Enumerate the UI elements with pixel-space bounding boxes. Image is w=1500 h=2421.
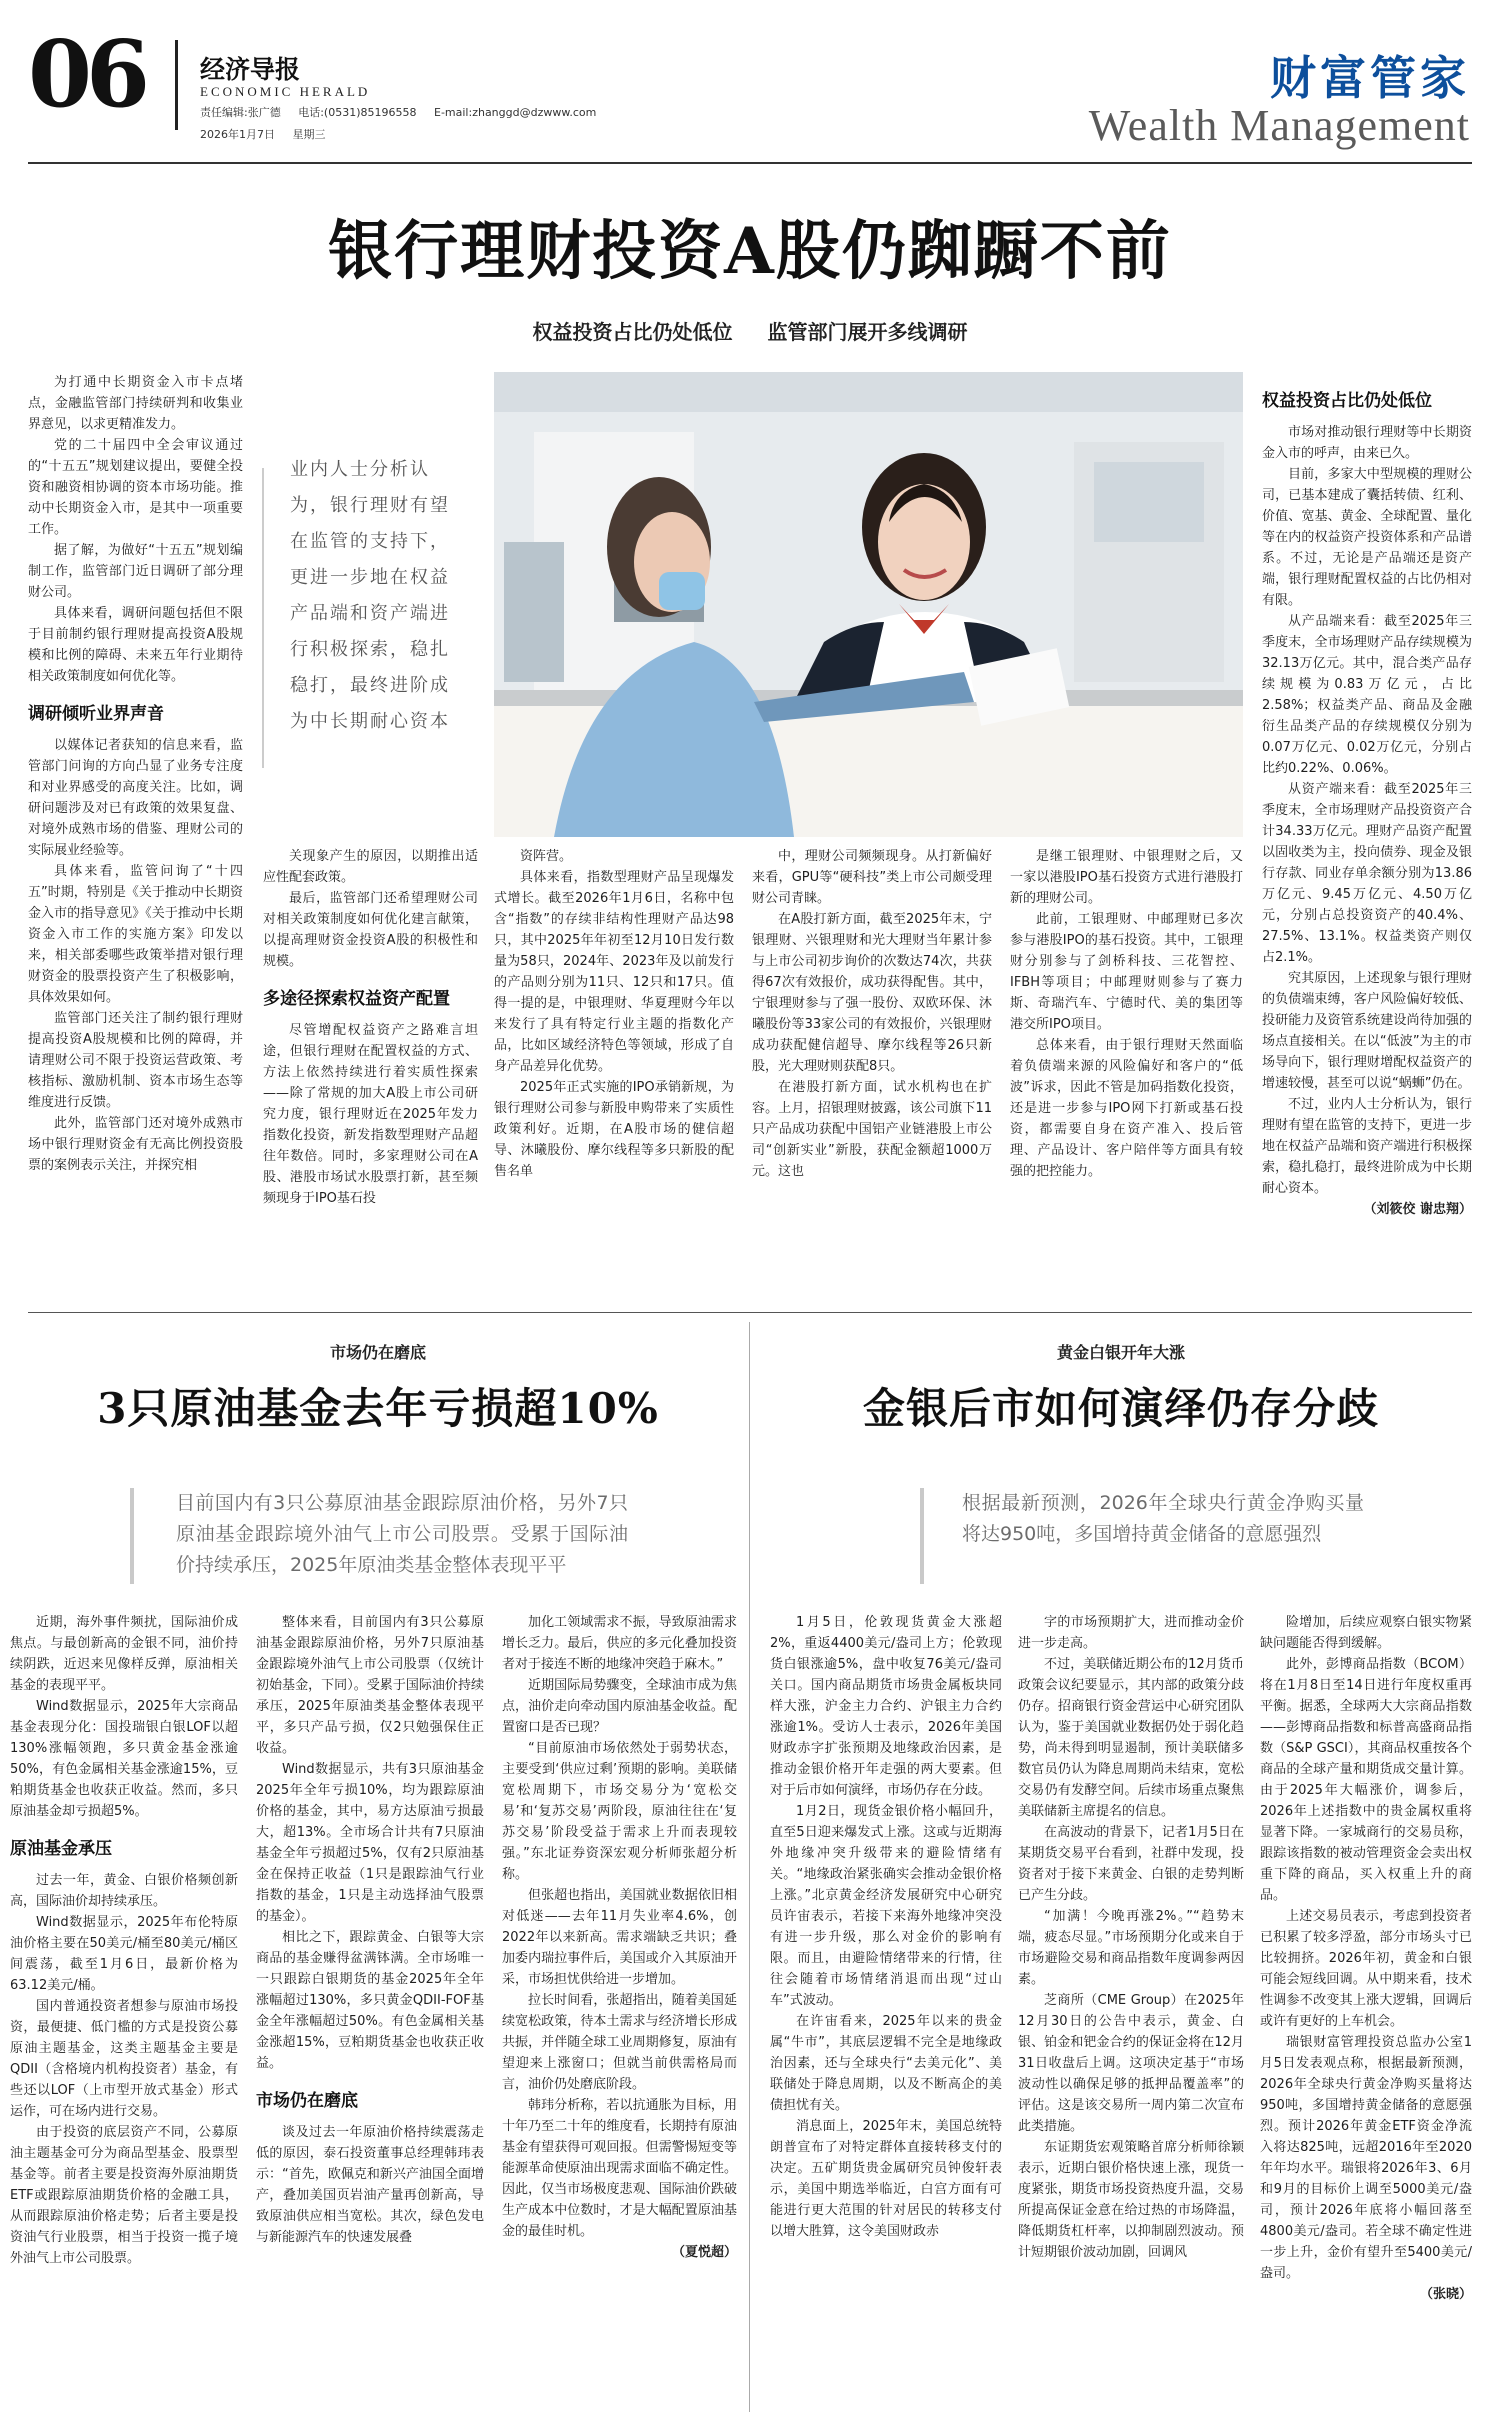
pull-quote-rule (262, 468, 264, 768)
paragraph: 关现象产生的原因，以期推出适应性配套政策。 (263, 849, 478, 885)
oil-column-2 (256, 1612, 484, 2248)
column-brand: 财富管家 (1270, 51, 1470, 105)
paragraph: Wind数据显示，2025年大宗商品基金表现分化：国投瑞银白银LOF以超130%涨幅领跑，多只黄金基金涨逾50%，有色金属相关基金涨逾15%，豆粕期货基金也收获正收益。然而，多只原油基金却亏损超5%。 (10, 1699, 238, 1819)
paragraph: 为打通中长期资金入市卡点堵点，金融监管部门持续研判和收集业界意见，以求更精准发力。 (28, 375, 243, 432)
oil-lead-bar (130, 1488, 134, 1584)
gold-kicker: 黄金白银开年大涨 (1056, 1343, 1185, 1362)
editor-credit: 责任编辑:张广德 (200, 106, 281, 119)
section-heading: 调研倾听业界声音 (28, 704, 164, 724)
paragraph: 在许宙看来，2025年以来的贵金属“牛市”，其底层逻辑不完全是地缘政治因素，还与全球央行“去美元化”、美联储处于降息周期，以及不断高企的美债担忧有关。 (770, 2014, 1002, 2113)
paragraph: 相比之下，跟踪黄金、白银等大宗商品的基金赚得盆满钵满。全市场唯一一只跟踪白银期货的基金2025年全年涨幅超过130%，多只黄金QDII-FOF基金全年涨幅超过50%。有色金属相关基金涨超15%，豆粕期货基金也收获正收益。 (256, 1930, 484, 2071)
gold-column-1 (770, 1612, 1002, 2242)
paragraph: 具体来看，调研问题包括但不限于目前制约银行理财提高投资A股规模和比例的障碍、未来五年行业期待相关政策制度如何优化等。 (28, 606, 243, 684)
paragraph: 此外，监管部门还对境外成熟市场中银行理财资金有无高比例投资股票的案例表示关注，并探究相 (28, 1116, 243, 1173)
lead-column-1 (28, 372, 243, 1176)
masthead-rule (28, 162, 1472, 164)
column-separator (749, 1322, 750, 2412)
paragraph: 东证期货宏观策略首席分析师徐颖表示，近期白银价格快速上涨，现货一度紧张，期货市场投资热度升温，交易所提高保证金意在给过热的市场降温，降低期货杠杆率，以抑制剧烈波动。预计短期银价波动加剧，回调风 (1018, 2140, 1244, 2260)
paragraph: 在高波动的背景下，记者1月5日在某期货交易平台看到，社群中发现，投资者对于接下来黄金、白银的走势判断已产生分歧。 (1018, 1825, 1244, 1903)
paragraph: 由于投资的底层资产不同，公募原油主题基金可分为商品型基金、股票型基金等。前者主要是投资海外原油期货ETF或跟踪原油期货价格的金融工具，从而跟踪原油价格走势；后者主要是投资油气行业股票，相当于投资一揽子境外油气上市公司股票。 (10, 2125, 238, 2266)
paragraph: 不过，美联储近期公布的12月货币政策会议纪要显示，其内部的政策分歧仍存。招商银行资金营运中心研究团队认为，鉴于美国就业数据仍处于弱化趋势，尚未得到明显遏制，预计美联储多数官员仍认为降息周期尚未结束，宽松交易仍有发酵空间。后续市场重点聚焦美联储新主席提名的信息。 (1018, 1657, 1244, 1819)
paragraph: 近期，海外事件频扰，国际油价成焦点。与最创新高的金银不同，油价持续阴跌，近迟来见像样反弹，原油相关基金的表现平平。 (10, 1615, 238, 1693)
paragraph: 谈及过去一年原油价格持续震荡走低的原因，泰石投资董事总经理韩玮表示：“首先，欧佩克和新兴产油国全面增产，叠加美国页岩油产量再创新高，导致原油供应相当宽松。其次，绿色发电与新能源汽车的快速发展叠 (256, 2125, 484, 2245)
issue-date (200, 126, 340, 142)
paragraph: 国内普通投资者想参与原油市场投资，最便捷、低门槛的方式是投资公募原油主题基金，这类主题基金主要是QDII（含格境内机构投资者）基金，有些还以LOF（上市型开放式基金）形式运作，可在场内进行交易。 (10, 1999, 238, 2119)
paragraph: 是继工银理财、中银理财之后，又一家以港股IPO基石投资方式进行港股打新的理财公司。 (1010, 849, 1243, 906)
page-number: 06 (28, 20, 145, 128)
masthead (0, 0, 1500, 168)
paragraph: 加化工领域需求不振，导致原油需求增长乏力。最后，供应的多元化叠加投资者对于接连不断的地缘冲突趋于麻木。” (502, 1615, 737, 1672)
section-heading: 原油基金承压 (10, 1839, 112, 1859)
paragraph: 上述交易员表示，考虑到投资者已积累了较多浮盈，部分市场头寸已比较拥挤。2026年初，黄金和白银可能会短线回调。从中期来看，技术性调参不改变其上涨大逻辑，回调后或许有更好的上车机会。 (1260, 1909, 1472, 2029)
paragraph: 但张超也指出，美国就业数据依旧相对低迷——去年11月失业率4.6%，创2022年以来新高。需求端缺乏共识；叠加委内瑞拉事件后，美国或介入其原油开采，市场担忧供给进一步增加。 (502, 1888, 737, 1987)
paragraph: 2025年正式实施的IPO承销新规，为银行理财公司参与新股申购带来了实质性政策利好。近期，在A股市场的健信超导、沐曦股份、摩尔线程等多只新股的配售名单 (494, 1080, 734, 1179)
paragraph: Wind数据显示，2025年布伦特原油价格主要在50美元/桶至80美元/桶区间震荡，截至1月6日，最新价格为63.12美元/桶。 (10, 1915, 238, 1993)
paragraph: 此前，工银理财、中邮理财已多次参与港股IPO的基石投资。其中，工银理财分别参与了剑桥科技、三花智控、IFBH等项目；中邮理财则参与了赛力斯、奇瑞汽车、宁德时代、美的集团等港交所IPO项目。 (1010, 912, 1243, 1032)
photo-illustration (494, 372, 1243, 837)
gold-lead-bar (920, 1488, 924, 1584)
lead-headline: 银行理财投资A股仍踟蹰不前 (328, 214, 1172, 289)
paragraph: 整体来看，目前国内有3只公募原油基金跟踪原油价格，另外7只原油基金跟踪境外油气上市公司股票（仅统计初始基金，下同）。受累于国际油价持续承压，2025年原油类基金整体表现平平，多只产品亏损，仅2只勉强保住正收益。 (256, 1615, 484, 1756)
paragraph: 监管部门还关注了制约银行理财提高投资A股规模和比例的障碍，并请理财公司不限于投资运营政策、考核指标、激励机制、资本市场生态等维度进行反馈。 (28, 1011, 243, 1110)
issue-date-text: 2026年1月7日 (200, 128, 275, 141)
oil-column-1 (10, 1612, 238, 2269)
byline: （张晓） (1419, 2287, 1472, 2302)
paragraph: 市场对推动银行理财等中长期资金入市的呼声，由来已久。 (1262, 425, 1472, 461)
paragraph: 瑞银财富管理投资总监办公室1月5日发表观点称，根据最新预测，2026年全球央行黄金净购买量将达950吨，多国增持黄金储备的意愿强烈。预计2026年黄金ETF资金净流入将达825吨，远超2016年至2020年年均水平。瑞银将2026年3、6月和9月的目标价上调至5000美元/盎司，预计2026年底将小幅回落至4800美元/盎司。若全球不确定性进一步上升，金价有望升至5400美元/盎司。 (1260, 2035, 1472, 2281)
paragraph: 芝商所（CME Group）在2025年12月30日的公告中表示，黄金、白银、铂金和钯金合约的保证金将在12月31日收盘后上调。这项决定基于“市场波动性以确保足够的抵押品覆盖率”的评估。这是该交易所一周内第二次宣布此类措施。 (1018, 1993, 1244, 2134)
lead-column-3 (494, 846, 734, 1182)
section-title-en: ECONOMIC HERALD (200, 84, 371, 99)
paragraph: “目前原油市场依然处于弱势状态，主要受到‘供应过剩’预期的影响。美联储宽松周期下，市场交易分为‘宽松交易’和‘复苏交易’两阶段，原油往往在‘复苏交易’阶段受益于需求上升而表现较强。”东北证券资深宏观分析师张超分析称。 (502, 1741, 737, 1882)
oil-headline: 3只原油基金去年亏损超10% (97, 1384, 659, 1433)
gold-lead: 根据最新预测，2026年全球央行黄金净购买量将达950吨，多国增持黄金储备的意愿强烈 (962, 1492, 1364, 1545)
paragraph: 从资产端来看：截至2025年三季度末，全市场理财产品投资资产合计34.33万亿元。理财产品资产配置以固收类为主，投向债券、现金及银行存款、同业存单余额分别为13.86万亿元、9.45万亿元、4.50万亿元，分别占总投资资产的40.4%、27.5%、13.1%。权益类资产则仅占2.1%。 (1262, 782, 1472, 965)
paragraph: 资阵营。 (520, 849, 573, 864)
byline: （刘筱佼 谢忠翔） (1363, 1202, 1472, 1217)
paragraph: 过去一年，黄金、白银价格频创新高，国际油价却持续承压。 (10, 1873, 238, 1909)
paragraph: 在港股打新方面，试水机构也在扩容。上月，招银理财披露，该公司旗下11只产品成功获配中国铝产业链港股上市公司“创新实业”新股，获配金额超1000万元。这也 (752, 1080, 992, 1179)
paragraph: 字的市场预期扩大，进而推动金价进一步走高。 (1018, 1615, 1244, 1651)
lead-subhead-1: 权益投资占比仍处低位 (532, 320, 733, 344)
paragraph: 从产品端来看：截至2025年三季度末，全市场理财产品存续规模为32.13万亿元。其中，混合类产品存续规模为0.83万亿元，占比2.58%；权益类产品、商品及金融衍生品类产品的存续规模仅分别为0.07万亿元、0.02万亿元，分别占比约0.22%、0.06%。 (1262, 614, 1472, 776)
masthead-contact (200, 104, 610, 120)
gold-column-2 (1018, 1612, 1244, 2263)
gold-headline: 金银后市如何演绎仍存分歧 (862, 1384, 1379, 1433)
paragraph: 近期国际局势骤变，全球油市成为焦点，油价走向牵动国内原油基金收益。配置窗口是否已现？ (502, 1678, 737, 1735)
bank-teller-photo (494, 372, 1243, 837)
paragraph: 韩玮分析称，若以抗通胀为目标，用十年乃至二十年的维度看，长期持有原油基金有望获得可观回报。但需警惕短变等能源革命使原油出现需求面临不确定性。因此，仅当市场极度悲观、国际油价跌破生产成本中位数时，才是大幅配置原油基金的最佳时机。 (502, 2098, 737, 2239)
paragraph: 拉长时间看，张超指出，随着美国延续宽松政策，待本土需求与经济增长形成共振，并伴随全球工业周期修复，原油有望迎来上涨窗口；但就当前供需格局而言，油价仍处磨底阶段。 (502, 1993, 737, 2092)
oil-column-3 (502, 1612, 737, 2263)
paragraph: Wind数据显示，共有3只原油基金2025年全年亏损10%，均为跟踪原油价格的基金，其中，易方达原油亏损最大，超13%。全市场合计共有7只原油基金全年亏损超过5%，仅有2只原油基金在保持正收益（1只是跟踪油气行业指数的基金，1只是主动选择油气股票的基金）。 (256, 1762, 484, 1924)
lead-subheadline (0, 316, 1500, 345)
section-title: 经济导报 (200, 55, 301, 84)
masthead-divider (175, 40, 178, 130)
paragraph: 党的二十届四中全会审议通过的“十五五”规划建议提出，要健全投资和融资相协调的资本市场功能。推动中长期资金入市，是其中一项重要工作。 (28, 438, 243, 537)
issue-weekday: 星期三 (292, 128, 326, 141)
oil-kicker: 市场仍在磨底 (329, 1343, 426, 1362)
editor-phone: 电话:(0531)85196558 (298, 106, 417, 119)
oil-lead: 目前国内有3只公募原油基金跟踪原油价格，另外7只原油基金跟踪境外油气上市公司股票。受累于国际油价持续承压，2025年原油类基金整体表现平平 (176, 1492, 628, 1576)
section-heading: 权益投资占比仍处低位 (1262, 391, 1432, 411)
lead-subhead-2: 监管部门展开多线调研 (767, 320, 968, 344)
paragraph: 具体来看，指数型理财产品呈现爆发式增长。截至2026年1月6日，名称中包含“指数”的存续非结构性理财产品达98只，其中2025年年初至12月10日发行数量为58只，2024年、2023年及以前发行的产品则分别为11只、12只和17只。值得一提的是，中银理财、华夏理财今年以来发行了具有特定行业主题的指数化产品，比如区域经济特色等领域，形成了自身产品差异化优势。 (494, 870, 734, 1074)
section-separator (28, 1312, 1472, 1313)
paragraph: 险增加，后续应观察白银实物紧缺问题能否得到缓解。 (1260, 1615, 1472, 1651)
paragraph: 此外，彭博商品指数（BCOM）将在1月8日至14日进行年度权重再平衡。据悉，全球两大大宗商品指数——彭博商品指数和标普高盛商品指数（S&P GSCI），其商品权重按各个商品的全球产量和期货成交量计算。由于2025年大幅涨价，调参后，2026年上述指数中的贵金属权重将显著下降。一家城商行的交易员称，跟踪该指数的被动管理资金会卖出权重下降的商品，买入权重上升的商品。 (1260, 1657, 1472, 1903)
paragraph: 以媒体记者获知的信息来看，监管部门问询的方向凸显了业务专注度和对业界感受的高度关注。比如，调研问题涉及对已有政策的效果复盘、对境外成熟市场的借鉴、理财公司的实际展业经验等。 (28, 738, 243, 858)
paragraph: 目前，多家大中型规模的理财公司，已基本建成了囊括转债、红利、价值、宽基、黄金、全球配置、量化等在内的权益资产投资体系和产品谱系。不过，无论是产品端还是资产端，银行理财配置权益的占比仍相对有限。 (1262, 467, 1472, 608)
byline: （夏悦超） (671, 2245, 737, 2260)
paragraph: 中，理财公司频频现身。从打新偏好来看，GPU等“硬科技”类上市公司颇受理财公司青睐。 (752, 849, 992, 906)
column-brand-en: Wealth Management (1088, 101, 1470, 150)
paragraph: 1月5日，伦敦现货黄金大涨超2%，重返4400美元/盎司上方；伦敦现货白银涨逾5%，盘中收复76美元/盎司关口。国内商品期货市场贵金属板块同样大涨，沪金主力合约、沪银主力合约涨逾1%。受访人士表示，2026年美国财政赤字扩张预期及地缘政治因素，是推动金银价格开年走强的两大要素。但对于后市如何演绎，市场仍存在分歧。 (770, 1615, 1002, 1798)
paragraph: 不过，业内人士分析认为，银行理财有望在监管的支持下，更进一步地在权益产品端和资产端进行积极探索，稳扎稳打，最终进阶成为中长期耐心资本。 (1262, 1097, 1472, 1196)
paragraph: 总体来看，由于银行理财天然面临着负债端来源的风险偏好和客户的“低波”诉求，因此不管是加码指数化投资，还是进一步参与IPO网下打新或基石投资，都需要自身在资产准入、投后管理、产品设计、客户陪伴等方面具有较强的把控能力。 (1010, 1038, 1243, 1179)
lead-column-2 (263, 846, 478, 1209)
lead-column-4 (752, 846, 992, 1182)
paragraph: 消息面上，2025年末，美国总统特朗普宣布了对特定群体直接转移支付的决定。五矿期货贵金属研究员钟俊轩表示，美国中期选举临近，白宫方面有可能进行更大范围的针对居民的转移支付以增大胜算，这令美国财政赤 (770, 2119, 1002, 2239)
paragraph: 在A股打新方面，截至2025年末，宁银理财、兴银理财和光大理财当年累计参与上市公司初步询价的次数达74次，共获得67次有效报价，成功获得配售。其中，宁银理财参与了强一股份、双欧环保、沐曦股份等33家公司的有效报价，兴银理财成功获配健信超导、摩尔线程等26只新股，光大理财则获配8只。 (752, 912, 992, 1074)
lead-column-6 (1262, 388, 1472, 1220)
pull-quote: 业内人士分析认为，银行理财有望在监管的支持下，更进一步地在权益产品端和资产端进行积极探索，稳扎稳打，最终进阶成为中长期耐心资本 (290, 459, 450, 732)
editor-email: E-mail:zhanggd@dzwww.com (434, 106, 597, 119)
paragraph: 究其原因，上述现象与银行理财的负债端束缚，客户风险偏好较低、投研能力及资管系统建设尚待加强的场点直接相关。在以“低波”为主的市场导向下，银行理财增配权益资产的增速较慢，甚至可以说“蜗蛳”仍在。 (1262, 971, 1472, 1091)
paragraph: “加满！今晚再涨2%。”“趋势末端，疲态尽显。”市场预期分化或来自于市场避险交易和商品指数年度调参两因素。 (1018, 1909, 1244, 1987)
paragraph: 最后，监管部门还希望理财公司对相关政策制度如何优化建言献策，以提高理财资金投资A股的积极性和规模。 (263, 891, 478, 969)
section-heading: 市场仍在磨底 (256, 2091, 358, 2111)
lead-column-5 (1010, 846, 1243, 1182)
paragraph: 尽管增配权益资产之路难言坦途，但银行理财在配置权益的方式、方法上依然持续进行着实质性探索——除了常规的加大A股上市公司研究力度，银行理财近在2025年发力指数化投资，新发指数型理财产品超往年数倍。同时，多家理财公司在A股、港股市场试水股票打新，甚至频频现身于IPO基石投 (263, 1023, 478, 1206)
paragraph: 1月2日，现货金银价格小幅回升，直至5日迎来爆发式上涨。这或与近期海外地缘冲突升级带来的避险情绪有关。“地缘政治紧张确实会推动金银价格上涨。”北京黄金经济发展研究中心研究员许宙表示，若接下来海外地缘冲突没有进一步升级，那么对金价的影响有限。而且，由避险情绪带来的行情，往往会随着市场情绪消退而出现“过山车”式波动。 (770, 1804, 1002, 2008)
paragraph: 据了解，为做好“十五五”规划编制工作，监管部门近日调研了部分理财公司。 (28, 543, 243, 600)
paragraph: 具体来看，监管问询了“十四五”时期，特别是《关于推动中长期资金入市的指导意见》《关于推动中长期资金入市工作的实施方案》印发以来，相关部委哪些政策举措对银行理财资金的股票投资产生了积极影响，具体效果如何。 (28, 864, 243, 1005)
gold-column-3 (1260, 1612, 1472, 2305)
section-heading: 多途径探索权益资产配置 (263, 989, 450, 1009)
